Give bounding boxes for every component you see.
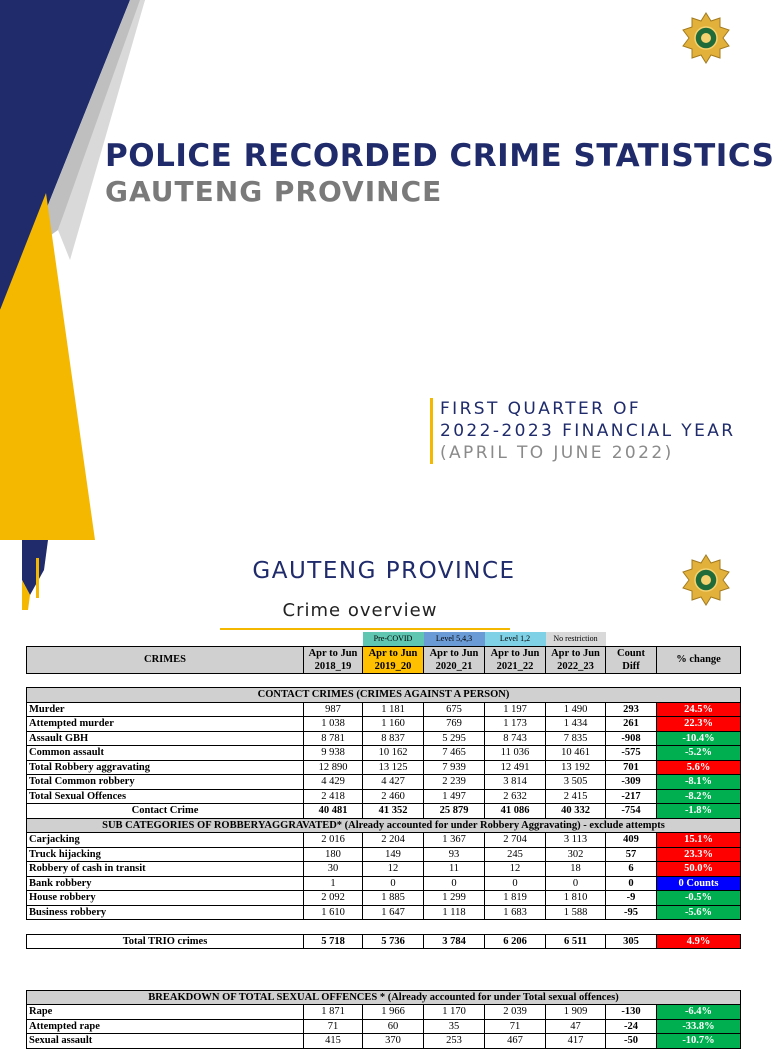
crime-name: House robbery <box>27 891 304 906</box>
period-value: 35 <box>424 1019 485 1034</box>
quarter-box <box>430 398 735 464</box>
header-pct-change: % change <box>657 646 741 673</box>
pct-change-badge: -33.8% <box>657 1019 741 1034</box>
overview-title: GAUTENG PROVINCE <box>252 558 516 584</box>
table-row <box>27 876 741 891</box>
total-row <box>27 804 741 819</box>
pct-change-badge: 4.9% <box>657 934 741 949</box>
tag-pre-covid: Pre-COVID <box>363 632 424 646</box>
count-diff: -50 <box>606 1034 657 1049</box>
period-value: 7 939 <box>424 760 485 775</box>
pct-change-badge: -0.5% <box>657 891 741 906</box>
period-value: 30 <box>304 862 363 877</box>
period-value: 2 204 <box>363 833 424 848</box>
pct-change-badge: -10.7% <box>657 1034 741 1049</box>
period-value: 1 367 <box>424 833 485 848</box>
period-value: 5 736 <box>363 934 424 949</box>
period-value: 1 299 <box>424 891 485 906</box>
period-value: 12 491 <box>485 760 546 775</box>
period-value: 180 <box>304 847 363 862</box>
table-row <box>27 833 741 848</box>
table-header-row <box>27 646 741 673</box>
period-value: 8 781 <box>304 731 363 746</box>
subtitle-underline <box>220 628 510 630</box>
quarter-line-2: 2022-2023 FINANCIAL YEAR <box>440 421 736 441</box>
table-row <box>27 862 741 877</box>
crime-name: Sexual assault <box>27 1034 304 1049</box>
period-value: 12 890 <box>304 760 363 775</box>
period-value: 5 718 <box>304 934 363 949</box>
section-header-row <box>27 990 741 1005</box>
period-value: 467 <box>485 1034 546 1049</box>
period-value: 1 118 <box>424 905 485 920</box>
crime-name: Total Sexual Offences <box>27 789 304 804</box>
header-2019-20: Apr to Jun 2019_20 <box>363 646 424 673</box>
period-value: 11 <box>424 862 485 877</box>
period-value: 149 <box>363 847 424 862</box>
header-count-diff: Count Diff <box>606 646 657 673</box>
crime-name: Total Common robbery <box>27 775 304 790</box>
period-value: 1 885 <box>363 891 424 906</box>
period-value: 417 <box>546 1034 606 1049</box>
tag-level-543: Level 5,4,3 <box>424 632 485 646</box>
period-value: 675 <box>424 702 485 717</box>
crime-name: Business robbery <box>27 905 304 920</box>
crime-name: Truck hijacking <box>27 847 304 862</box>
saps-star-badge-icon <box>682 12 730 64</box>
period-value: 4 427 <box>363 775 424 790</box>
section-header: CONTACT CRIMES (CRIMES AGAINST A PERSON) <box>27 688 741 703</box>
period-value: 3 505 <box>546 775 606 790</box>
period-value: 2 415 <box>546 789 606 804</box>
header-crimes: CRIMES <box>27 646 304 673</box>
period-value: 13 125 <box>363 760 424 775</box>
pct-change-badge: 24.5% <box>657 702 741 717</box>
pct-change-badge: 23.3% <box>657 847 741 862</box>
period-value: 253 <box>424 1034 485 1049</box>
period-value: 1 647 <box>363 905 424 920</box>
period-value: 302 <box>546 847 606 862</box>
pct-change-badge: 5.6% <box>657 760 741 775</box>
table-row <box>27 1005 741 1020</box>
period-value: 12 <box>485 862 546 877</box>
period-value: 0 <box>546 876 606 891</box>
period-value: 2 460 <box>363 789 424 804</box>
crime-name: Attempted rape <box>27 1019 304 1034</box>
period-value: 1 810 <box>546 891 606 906</box>
spacer-row <box>27 976 741 990</box>
period-value: 1 497 <box>424 789 485 804</box>
count-diff: -575 <box>606 746 657 761</box>
count-diff: 57 <box>606 847 657 862</box>
period-value: 12 <box>363 862 424 877</box>
crime-name: Total Robbery aggravating <box>27 760 304 775</box>
crime-name: Murder <box>27 702 304 717</box>
period-value: 245 <box>485 847 546 862</box>
period-value: 1 819 <box>485 891 546 906</box>
period-value: 0 <box>485 876 546 891</box>
table-row <box>27 717 741 732</box>
period-value: 6 206 <box>485 934 546 949</box>
header-2022-23: Apr to Jun 2022_23 <box>546 646 606 673</box>
crime-name: Bank robbery <box>27 876 304 891</box>
spacer-row <box>27 920 741 935</box>
count-diff: 701 <box>606 760 657 775</box>
period-value: 41 086 <box>485 804 546 819</box>
table-row <box>27 1019 741 1034</box>
period-value: 1 871 <box>304 1005 363 1020</box>
pct-change-badge: -10.4% <box>657 731 741 746</box>
period-value: 1 197 <box>485 702 546 717</box>
period-value: 71 <box>485 1019 546 1034</box>
period-value: 3 784 <box>424 934 485 949</box>
crime-name: Attempted murder <box>27 717 304 732</box>
crime-name: Contact Crime <box>27 804 304 819</box>
period-value: 1 181 <box>363 702 424 717</box>
period-value: 2 092 <box>304 891 363 906</box>
count-diff: 305 <box>606 934 657 949</box>
table-row <box>27 905 741 920</box>
pct-change-badge: 22.3% <box>657 717 741 732</box>
pct-change-badge: 50.0% <box>657 862 741 877</box>
tag-level-12: Level 1,2 <box>485 632 546 646</box>
section-header: SUB CATEGORIES OF ROBBERYAGGRAVATED* (Already accounted for under Robbery Aggravating) - exclude attempts <box>27 818 741 833</box>
period-value: 2 016 <box>304 833 363 848</box>
period-value: 11 036 <box>485 746 546 761</box>
period-value: 10 162 <box>363 746 424 761</box>
count-diff: 261 <box>606 717 657 732</box>
period-value: 1 173 <box>485 717 546 732</box>
table-row <box>27 702 741 717</box>
count-diff: -130 <box>606 1005 657 1020</box>
period-value: 1 909 <box>546 1005 606 1020</box>
spacer-row <box>27 963 741 977</box>
table-row <box>27 847 741 862</box>
period-tags-row <box>27 632 741 646</box>
header-2020-21: Apr to Jun 2020_21 <box>424 646 485 673</box>
period-value: 370 <box>363 1034 424 1049</box>
period-value: 2 704 <box>485 833 546 848</box>
period-value: 25 879 <box>424 804 485 819</box>
pct-change-badge: -6.4% <box>657 1005 741 1020</box>
cover-province: GAUTENG PROVINCE <box>105 175 443 208</box>
period-value: 47 <box>546 1019 606 1034</box>
pct-change-badge: 15.1% <box>657 833 741 848</box>
period-value: 4 429 <box>304 775 363 790</box>
section-header-row <box>27 688 741 703</box>
header-2021-22: Apr to Jun 2021_22 <box>485 646 546 673</box>
table-row <box>27 731 741 746</box>
period-value: 3 113 <box>546 833 606 848</box>
period-value: 2 632 <box>485 789 546 804</box>
table-row <box>27 746 741 761</box>
period-value: 5 295 <box>424 731 485 746</box>
pct-change-badge: 0 Counts <box>657 876 741 891</box>
crime-name: Total TRIO crimes <box>27 934 304 949</box>
count-diff: -217 <box>606 789 657 804</box>
period-value: 2 039 <box>485 1005 546 1020</box>
period-value: 6 511 <box>546 934 606 949</box>
period-value: 60 <box>363 1019 424 1034</box>
header-2018-19: Apr to Jun 2018_19 <box>304 646 363 673</box>
table-row <box>27 760 741 775</box>
period-value: 0 <box>424 876 485 891</box>
count-diff: -24 <box>606 1019 657 1034</box>
pct-change-badge: -1.8% <box>657 804 741 819</box>
count-diff: 293 <box>606 702 657 717</box>
period-value: 93 <box>424 847 485 862</box>
period-value: 1 683 <box>485 905 546 920</box>
count-diff: -9 <box>606 891 657 906</box>
quarter-line-1: FIRST QUARTER OF <box>440 399 642 419</box>
period-value: 18 <box>546 862 606 877</box>
count-diff: 6 <box>606 862 657 877</box>
period-value: 1 966 <box>363 1005 424 1020</box>
crime-name: Assault GBH <box>27 731 304 746</box>
tag-no-restriction: No restriction <box>546 632 606 646</box>
period-value: 10 461 <box>546 746 606 761</box>
period-value: 1 038 <box>304 717 363 732</box>
period-value: 1 170 <box>424 1005 485 1020</box>
spacer-row <box>27 949 741 963</box>
overview-subtitle: Crime overview <box>282 600 438 621</box>
count-diff: 0 <box>606 876 657 891</box>
count-diff: 409 <box>606 833 657 848</box>
saps-star-badge-icon <box>682 554 730 606</box>
table-row <box>27 775 741 790</box>
total-row <box>27 934 741 949</box>
section-header-row <box>27 818 741 833</box>
period-value: 769 <box>424 717 485 732</box>
period-value: 987 <box>304 702 363 717</box>
period-value: 71 <box>304 1019 363 1034</box>
period-value: 13 192 <box>546 760 606 775</box>
table-row <box>27 789 741 804</box>
section-header: BREAKDOWN OF TOTAL SEXUAL OFFENCES * (Already accounted for under Total sexual offences) <box>27 990 741 1005</box>
period-value: 7 465 <box>424 746 485 761</box>
period-value: 1 490 <box>546 702 606 717</box>
cover-title: POLICE RECORDED CRIME STATISTICS <box>105 138 775 174</box>
crime-name: Rape <box>27 1005 304 1020</box>
period-value: 1 160 <box>363 717 424 732</box>
period-value: 40 481 <box>304 804 363 819</box>
period-value: 1 610 <box>304 905 363 920</box>
count-diff: -754 <box>606 804 657 819</box>
crime-overview-table <box>26 632 741 1049</box>
period-value: 3 814 <box>485 775 546 790</box>
count-diff: -95 <box>606 905 657 920</box>
period-value: 0 <box>363 876 424 891</box>
period-value: 8 743 <box>485 731 546 746</box>
count-diff: -908 <box>606 731 657 746</box>
period-value: 2 418 <box>304 789 363 804</box>
pct-change-badge: -5.2% <box>657 746 741 761</box>
quarter-line-3: (APRIL TO JUNE 2022) <box>440 443 674 463</box>
period-value: 2 239 <box>424 775 485 790</box>
period-value: 1 434 <box>546 717 606 732</box>
period-value: 8 837 <box>363 731 424 746</box>
period-value: 41 352 <box>363 804 424 819</box>
period-value: 40 332 <box>546 804 606 819</box>
table-row <box>27 1034 741 1049</box>
crime-name: Common assault <box>27 746 304 761</box>
table-row <box>27 891 741 906</box>
spacer-row <box>27 673 741 688</box>
pct-change-badge: -8.2% <box>657 789 741 804</box>
pct-change-badge: -5.6% <box>657 905 741 920</box>
crime-name: Carjacking <box>27 833 304 848</box>
overview-slide <box>0 540 768 1047</box>
pct-change-badge: -8.1% <box>657 775 741 790</box>
period-value: 1 <box>304 876 363 891</box>
crime-name: Robbery of cash in transit <box>27 862 304 877</box>
period-value: 415 <box>304 1034 363 1049</box>
period-value: 7 835 <box>546 731 606 746</box>
period-value: 9 938 <box>304 746 363 761</box>
period-value: 1 588 <box>546 905 606 920</box>
count-diff: -309 <box>606 775 657 790</box>
